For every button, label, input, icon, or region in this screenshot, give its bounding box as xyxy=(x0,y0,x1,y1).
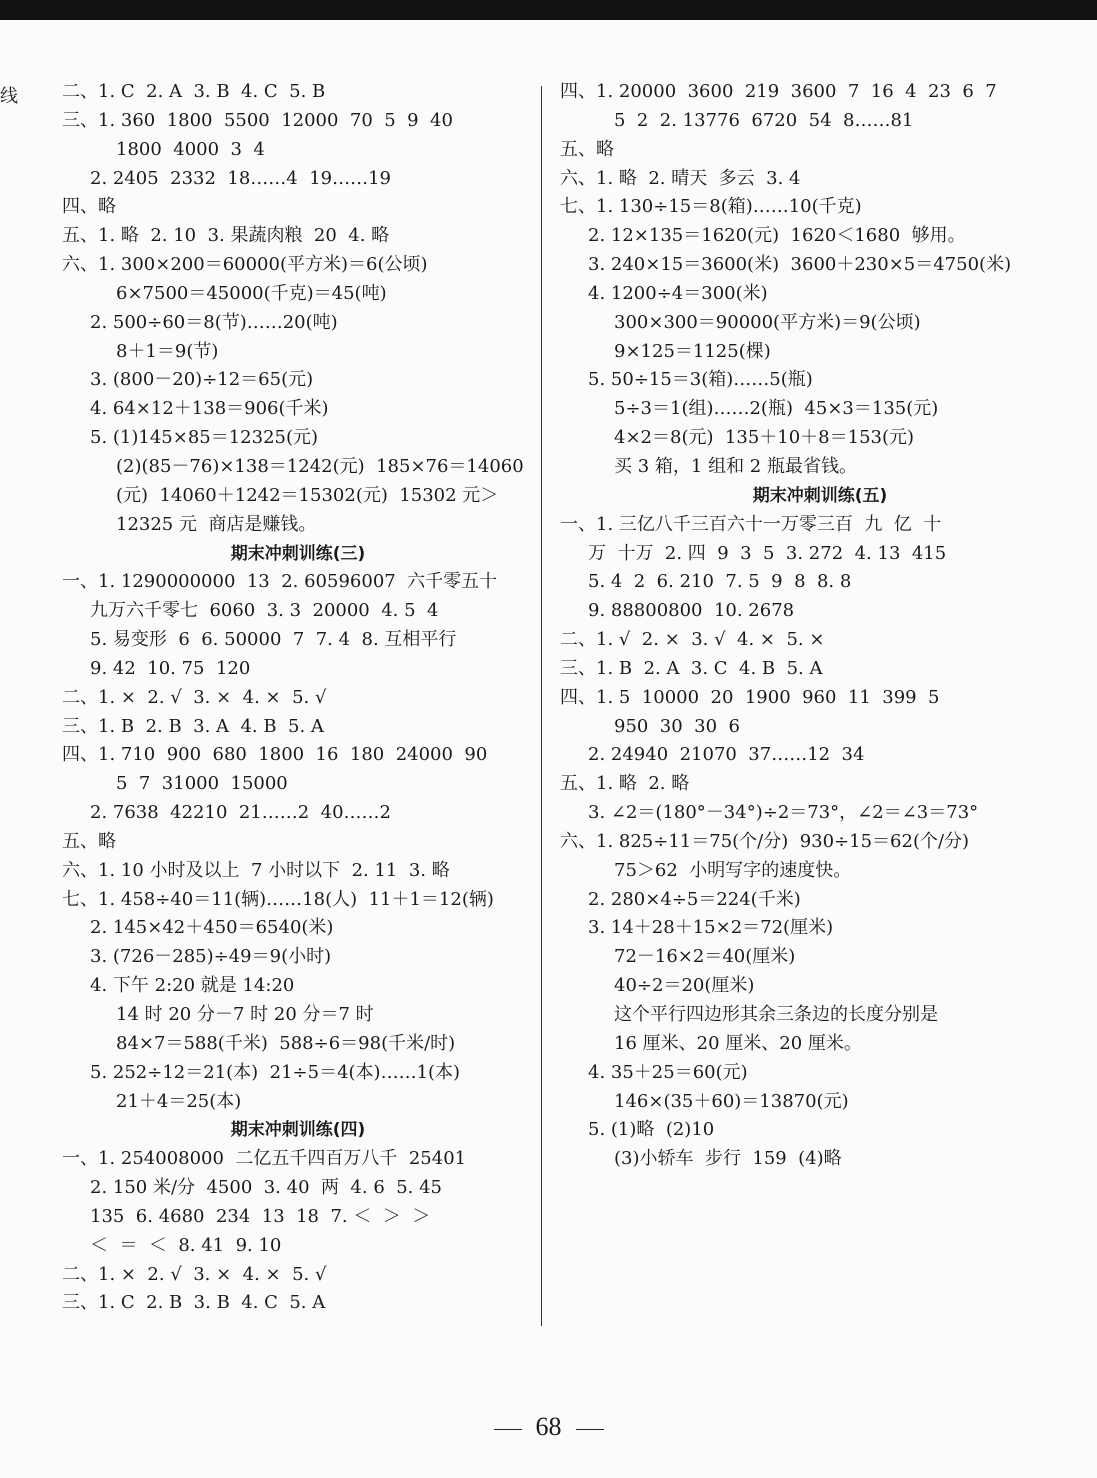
answer-line: 300×300＝90000(平方米)＝9(公顷) xyxy=(614,311,921,333)
answer-line: 一、1. 254008000 二亿五千四百万八千 25401 xyxy=(62,1148,467,1170)
answer-line: 买 3 箱，1 组和 2 瓶最省钱。 xyxy=(614,455,857,477)
answer-line: 四、1. 5 10000 20 1900 960 11 399 5 xyxy=(560,686,940,708)
answer-line: 84×7＝588(千米) 588÷6＝98(千米/时) xyxy=(116,1032,456,1054)
answer-line: 2. 150 米/分 4500 3. 40 两 4. 6 5. 45 xyxy=(90,1177,443,1199)
answer-line: 七、1. 130÷15＝8(箱)……10(千克) xyxy=(560,196,862,218)
answer-line: 9. 42 10. 75 120 xyxy=(90,657,251,679)
answer-line: 2. 145×42＋450＝6540(米) xyxy=(90,917,334,939)
answer-line: 5. 易变形 6 6. 50000 7 7. 4 8. 互相平行 xyxy=(90,629,457,651)
answer-line: 2. 24940 21070 37……12 34 xyxy=(588,744,865,766)
answer-line: 四、略 xyxy=(62,196,116,218)
answer-line: 三、1. C 2. B 3. B 4. C 5. A xyxy=(62,1292,326,1314)
answer-line: 万 十万 2. 四 9 3 5 3. 272 4. 13 415 xyxy=(588,542,947,564)
answer-line: 四、1. 20000 3600 219 3600 7 16 4 23 6 7 xyxy=(560,81,997,102)
answer-line: 4×2＝8(元) 135＋10＋8＝153(元) xyxy=(614,427,915,449)
column-divider xyxy=(541,86,542,1326)
answer-line: 二、1. × 2. √ 3. × 4. × 5. √ xyxy=(62,1263,327,1285)
answer-line: 2. 2405 2332 18……4 19……19 xyxy=(90,167,392,189)
page-number: 68 xyxy=(535,1412,562,1441)
left-column xyxy=(62,78,534,1318)
answer-line: 950 30 30 6 xyxy=(614,715,740,737)
answer-line: 40÷2＝20(厘米) xyxy=(614,975,755,997)
answer-line: 3. 240×15＝3600(米) 3600＋230×5＝4750(米) xyxy=(588,254,1012,276)
section-heading: 期末冲刺训练(四) xyxy=(230,1120,366,1141)
section-heading: 期末冲刺训练(三) xyxy=(230,543,366,564)
answer-line: 21＋4＝25(本) xyxy=(116,1090,242,1112)
answer-line: 2. 280×4÷5＝224(千米) xyxy=(588,888,801,910)
answer-line: 4. 1200÷4＝300(米) xyxy=(588,282,768,304)
page-number-footer xyxy=(0,1412,1097,1442)
answer-line: 5. (1)略 (2)10 xyxy=(588,1119,715,1141)
answer-line: 72－16×2＝40(厘米) xyxy=(614,946,796,968)
answer-line: 二、1. √ 2. × 3. √ 4. × 5. × xyxy=(560,629,825,651)
answer-line: 5. (1)145×85＝12325(元) xyxy=(90,427,319,449)
section-heading: 期末冲刺训练(五) xyxy=(752,485,888,506)
answer-line: 六、1. 300×200＝60000(平方米)＝6(公顷) xyxy=(62,254,428,276)
answer-line: 2. 500÷60＝8(节)……20(吨) xyxy=(90,311,338,333)
answer-line: 8＋1＝9(节) xyxy=(116,340,219,362)
answer-line: 3. ∠2＝(180°－34°)÷2＝73°，∠2＝∠3＝73° xyxy=(588,802,979,824)
answer-line: 六、1. 10 小时及以上 7 小时以下 2. 11 3. 略 xyxy=(62,859,450,881)
answer-line: ＜ ＝ ＜ 8. 41 9. 10 xyxy=(90,1234,282,1256)
answer-line: 5 2 2. 13776 6720 54 8……81 xyxy=(614,109,914,131)
answer-line: 1800 4000 3 4 xyxy=(116,138,265,160)
answer-line: 3. (800－20)÷12＝65(元) xyxy=(90,369,314,391)
answer-line: 九万六千零七 6060 3. 3 20000 4. 5 4 xyxy=(90,600,439,622)
answer-line: 14 时 20 分－7 时 20 分＝7 时 xyxy=(116,1004,374,1025)
answer-line: 五、略 xyxy=(560,138,614,160)
answer-line: 9×125＝1125(棵) xyxy=(614,340,771,362)
answer-line: 5 7 31000 15000 xyxy=(116,773,288,795)
top-scan-bar xyxy=(0,0,1097,20)
answer-line: 六、1. 略 2. 晴天 多云 3. 4 xyxy=(560,167,801,189)
answer-line: 四、1. 710 900 680 1800 16 180 24000 90 xyxy=(62,744,488,766)
answer-line: 三、1. B 2. A 3. C 4. B 5. A xyxy=(560,657,823,679)
answer-line: 3. (726－285)÷49＝9(小时) xyxy=(90,946,332,968)
answer-line: 16 厘米、20 厘米、20 厘米。 xyxy=(614,1032,862,1054)
footer-dash-right xyxy=(576,1429,604,1430)
footer-dash-left xyxy=(494,1429,522,1430)
answer-line: 三、1. 360 1800 5500 12000 70 5 9 40 xyxy=(62,109,453,131)
answer-line: 七、1. 458÷40＝11(辆)……18(人) 11＋1＝12(辆) xyxy=(62,888,494,910)
answer-line: 5÷3＝1(组)……2(瓶) 45×3＝135(元) xyxy=(614,398,939,420)
answer-line: 二、1. × 2. √ 3. × 4. × 5. √ xyxy=(62,686,327,708)
right-column xyxy=(560,78,1080,1174)
answer-line: 6×7500＝45000(千克)＝45(吨) xyxy=(116,282,387,304)
answer-line: 4. 64×12＋138＝906(千米) xyxy=(90,398,329,420)
binding-edge-char: 线 xyxy=(0,86,18,107)
answer-line: 六、1. 825÷11＝75(个/分) 930÷15＝62(个/分) xyxy=(560,830,970,852)
answer-line: 2. 12×135＝1620(元) 1620＜1680 够用。 xyxy=(588,225,966,247)
answer-line: 146×(35＋60)＝13870(元) xyxy=(614,1090,849,1112)
answer-line: 这个平行四边形其余三条边的长度分别是 xyxy=(614,1004,938,1025)
answer-line: (3)小轿车 步行 159 (4)略 xyxy=(614,1148,842,1170)
answer-line: 5. 4 2 6. 210 7. 5 9 8 8. 8 xyxy=(588,571,852,593)
answer-line: 三、1. B 2. B 3. A 4. B 5. A xyxy=(62,715,324,737)
answer-line: 一、1. 1290000000 13 2. 60596007 六千零五十 xyxy=(62,571,498,593)
answer-line: 135 6. 4680 234 13 18 7. ＜ ＞ ＞ xyxy=(90,1205,431,1227)
answer-line: 二、1. C 2. A 3. B 4. C 5. B xyxy=(62,81,326,102)
answer-line: 5. 252÷12＝21(本) 21÷5＝4(本)……1(本) xyxy=(90,1061,461,1083)
answer-line: 2. 7638 42210 21……2 40……2 xyxy=(90,802,392,824)
answer-line: 12325 元 商店是赚钱。 xyxy=(116,513,317,535)
answer-line: 5. 50÷15＝3(箱)……5(瓶) xyxy=(588,369,813,391)
answer-line: 3. 14＋28＋15×2＝72(厘米) xyxy=(588,917,834,939)
answer-line: 9. 88800800 10. 2678 xyxy=(588,600,795,622)
answer-line: 五、1. 略 2. 略 xyxy=(560,773,690,795)
answer-line: 4. 下午 2:20 就是 14:20 xyxy=(90,975,295,997)
answer-line: 一、1. 三亿八千三百六十一万零三百 九 亿 十 xyxy=(560,513,942,535)
answer-line: 4. 35＋25＝60(元) xyxy=(588,1061,748,1083)
answer-line: (元) 14060＋1242＝15302(元) 15302 元＞ xyxy=(116,484,499,506)
answer-line: 五、1. 略 2. 10 3. 果蔬肉粮 20 4. 略 xyxy=(62,225,390,247)
answer-line: 75＞62 小明写字的速度快。 xyxy=(614,859,852,881)
answer-line: 五、略 xyxy=(62,830,116,852)
answer-line: (2)(85－76)×138＝1242(元) 185×76＝14060 xyxy=(116,455,524,477)
